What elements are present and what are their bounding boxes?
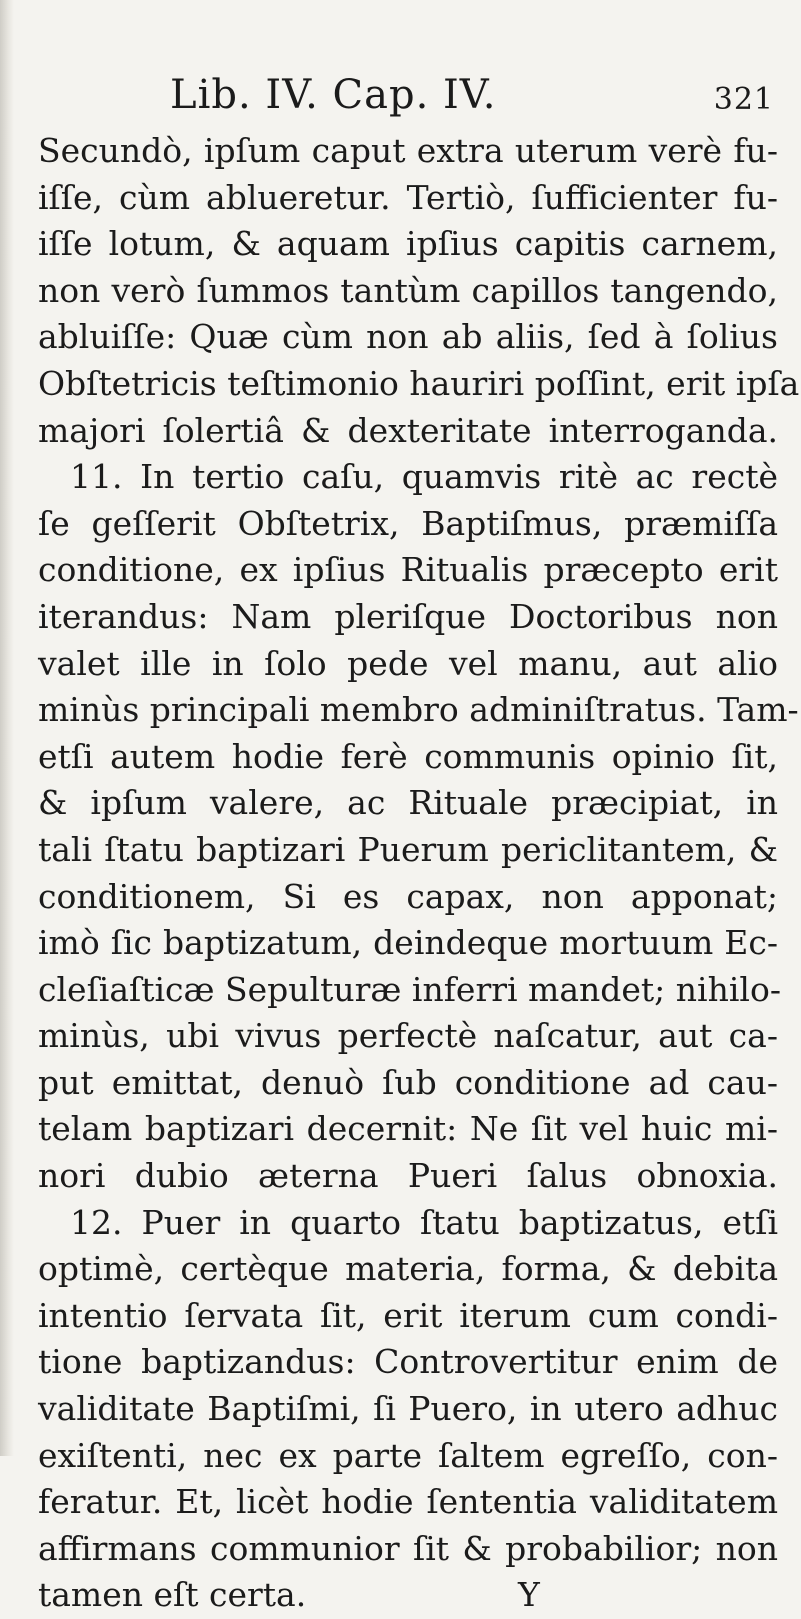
- text-line: Obſtetricis teſtimonio hauriri poſſint, erit ipſa: [38, 363, 800, 403]
- text-line: iſſe, cùm ablueretur. Tertiò, ſufficienter fu-: [38, 177, 778, 217]
- signature-mark: Y: [518, 1575, 540, 1615]
- text-line: majori ſolertiâ & dexteritate interroganda.: [38, 410, 778, 450]
- text-line: tali ſtatu baptizari Puerum periclitantem, &: [38, 829, 778, 869]
- text-line: conditionem, Si es capax, non apponat;: [38, 876, 778, 916]
- text-line: validitate Baptiſmi, ſi Puero, in utero adhuc: [38, 1389, 778, 1429]
- text-line: feratur. Et, licèt hodie ſententia validitatem: [38, 1482, 778, 1522]
- paragraph-11-start: 11. In tertio caſu, quamvis ritè ac rectè: [70, 457, 778, 497]
- last-line: tamen eſt certa.: [38, 1575, 307, 1615]
- text-line: iſſe lotum, & aquam ipſius capitis carnem,: [38, 224, 778, 264]
- running-head: Lib. IV. Cap. IV.: [170, 72, 497, 118]
- text-line: cleſiaſticæ Sepulturæ inferri mandet; nihilo-: [38, 969, 781, 1009]
- text-line: exiſtenti, nec ex parte ſaltem egreſſo, con-: [38, 1435, 778, 1475]
- text-line: etſi autem hodie ferè communis opinio ſit,: [38, 736, 778, 776]
- text-line: optimè, certèque materia, forma, & debita: [38, 1249, 778, 1289]
- page-number: 321: [713, 82, 774, 117]
- text-line: & ipſum valere, ac Rituale præcipiat, in: [38, 783, 778, 823]
- text-line: non verò ſummos tantùm capillos tangendo,: [38, 270, 778, 310]
- body-text: [38, 128, 800, 1572]
- page-header: [38, 72, 778, 128]
- text-line: valet ille in ſolo pede vel manu, aut alio: [38, 643, 778, 683]
- text-line: ſe geſſerit Obſtetrix, Baptiſmus, præmiſſa: [38, 503, 778, 543]
- text-line: minùs, ubi vivus perfectè naſcatur, aut ca-: [38, 1016, 778, 1056]
- text-line: minùs principali membro adminiſtratus. Tam-: [38, 690, 799, 730]
- paragraph-12-start: 12. Puer in quarto ſtatu baptizatus, etſi: [70, 1202, 778, 1242]
- page-footer: [38, 1572, 778, 1619]
- text-line: abluiſſe: Quæ cùm non ab aliis, ſed à ſolius: [38, 317, 778, 357]
- text-line: Secundò, ipſum caput extra uterum verè fu-: [38, 131, 778, 170]
- text-line: iterandus: Nam pleriſque Doctoribus non: [38, 596, 778, 636]
- text-line: intentio ſervata ſit, erit iterum cum condi-: [38, 1295, 778, 1335]
- text-line: affirmans communior ſit & probabilior; non: [38, 1528, 778, 1568]
- text-line: tione baptizandus: Controvertitur enim de: [38, 1342, 778, 1382]
- text-line: imò ſic baptizatum, deindeque mortuum Ec-: [38, 923, 778, 963]
- book-page: [38, 72, 800, 1619]
- text-line: nori dubio æterna Pueri ſalus obnoxia.: [38, 1156, 778, 1196]
- text-line: conditione, ex ipſius Ritualis præcepto erit: [38, 550, 778, 590]
- text-line: telam baptizari decernit: Ne ſit vel huic mi-: [38, 1109, 778, 1149]
- page-gutter-shadow: [0, 0, 14, 1456]
- text-line: put emittat, denuò ſub conditione ad cau-: [38, 1062, 778, 1102]
